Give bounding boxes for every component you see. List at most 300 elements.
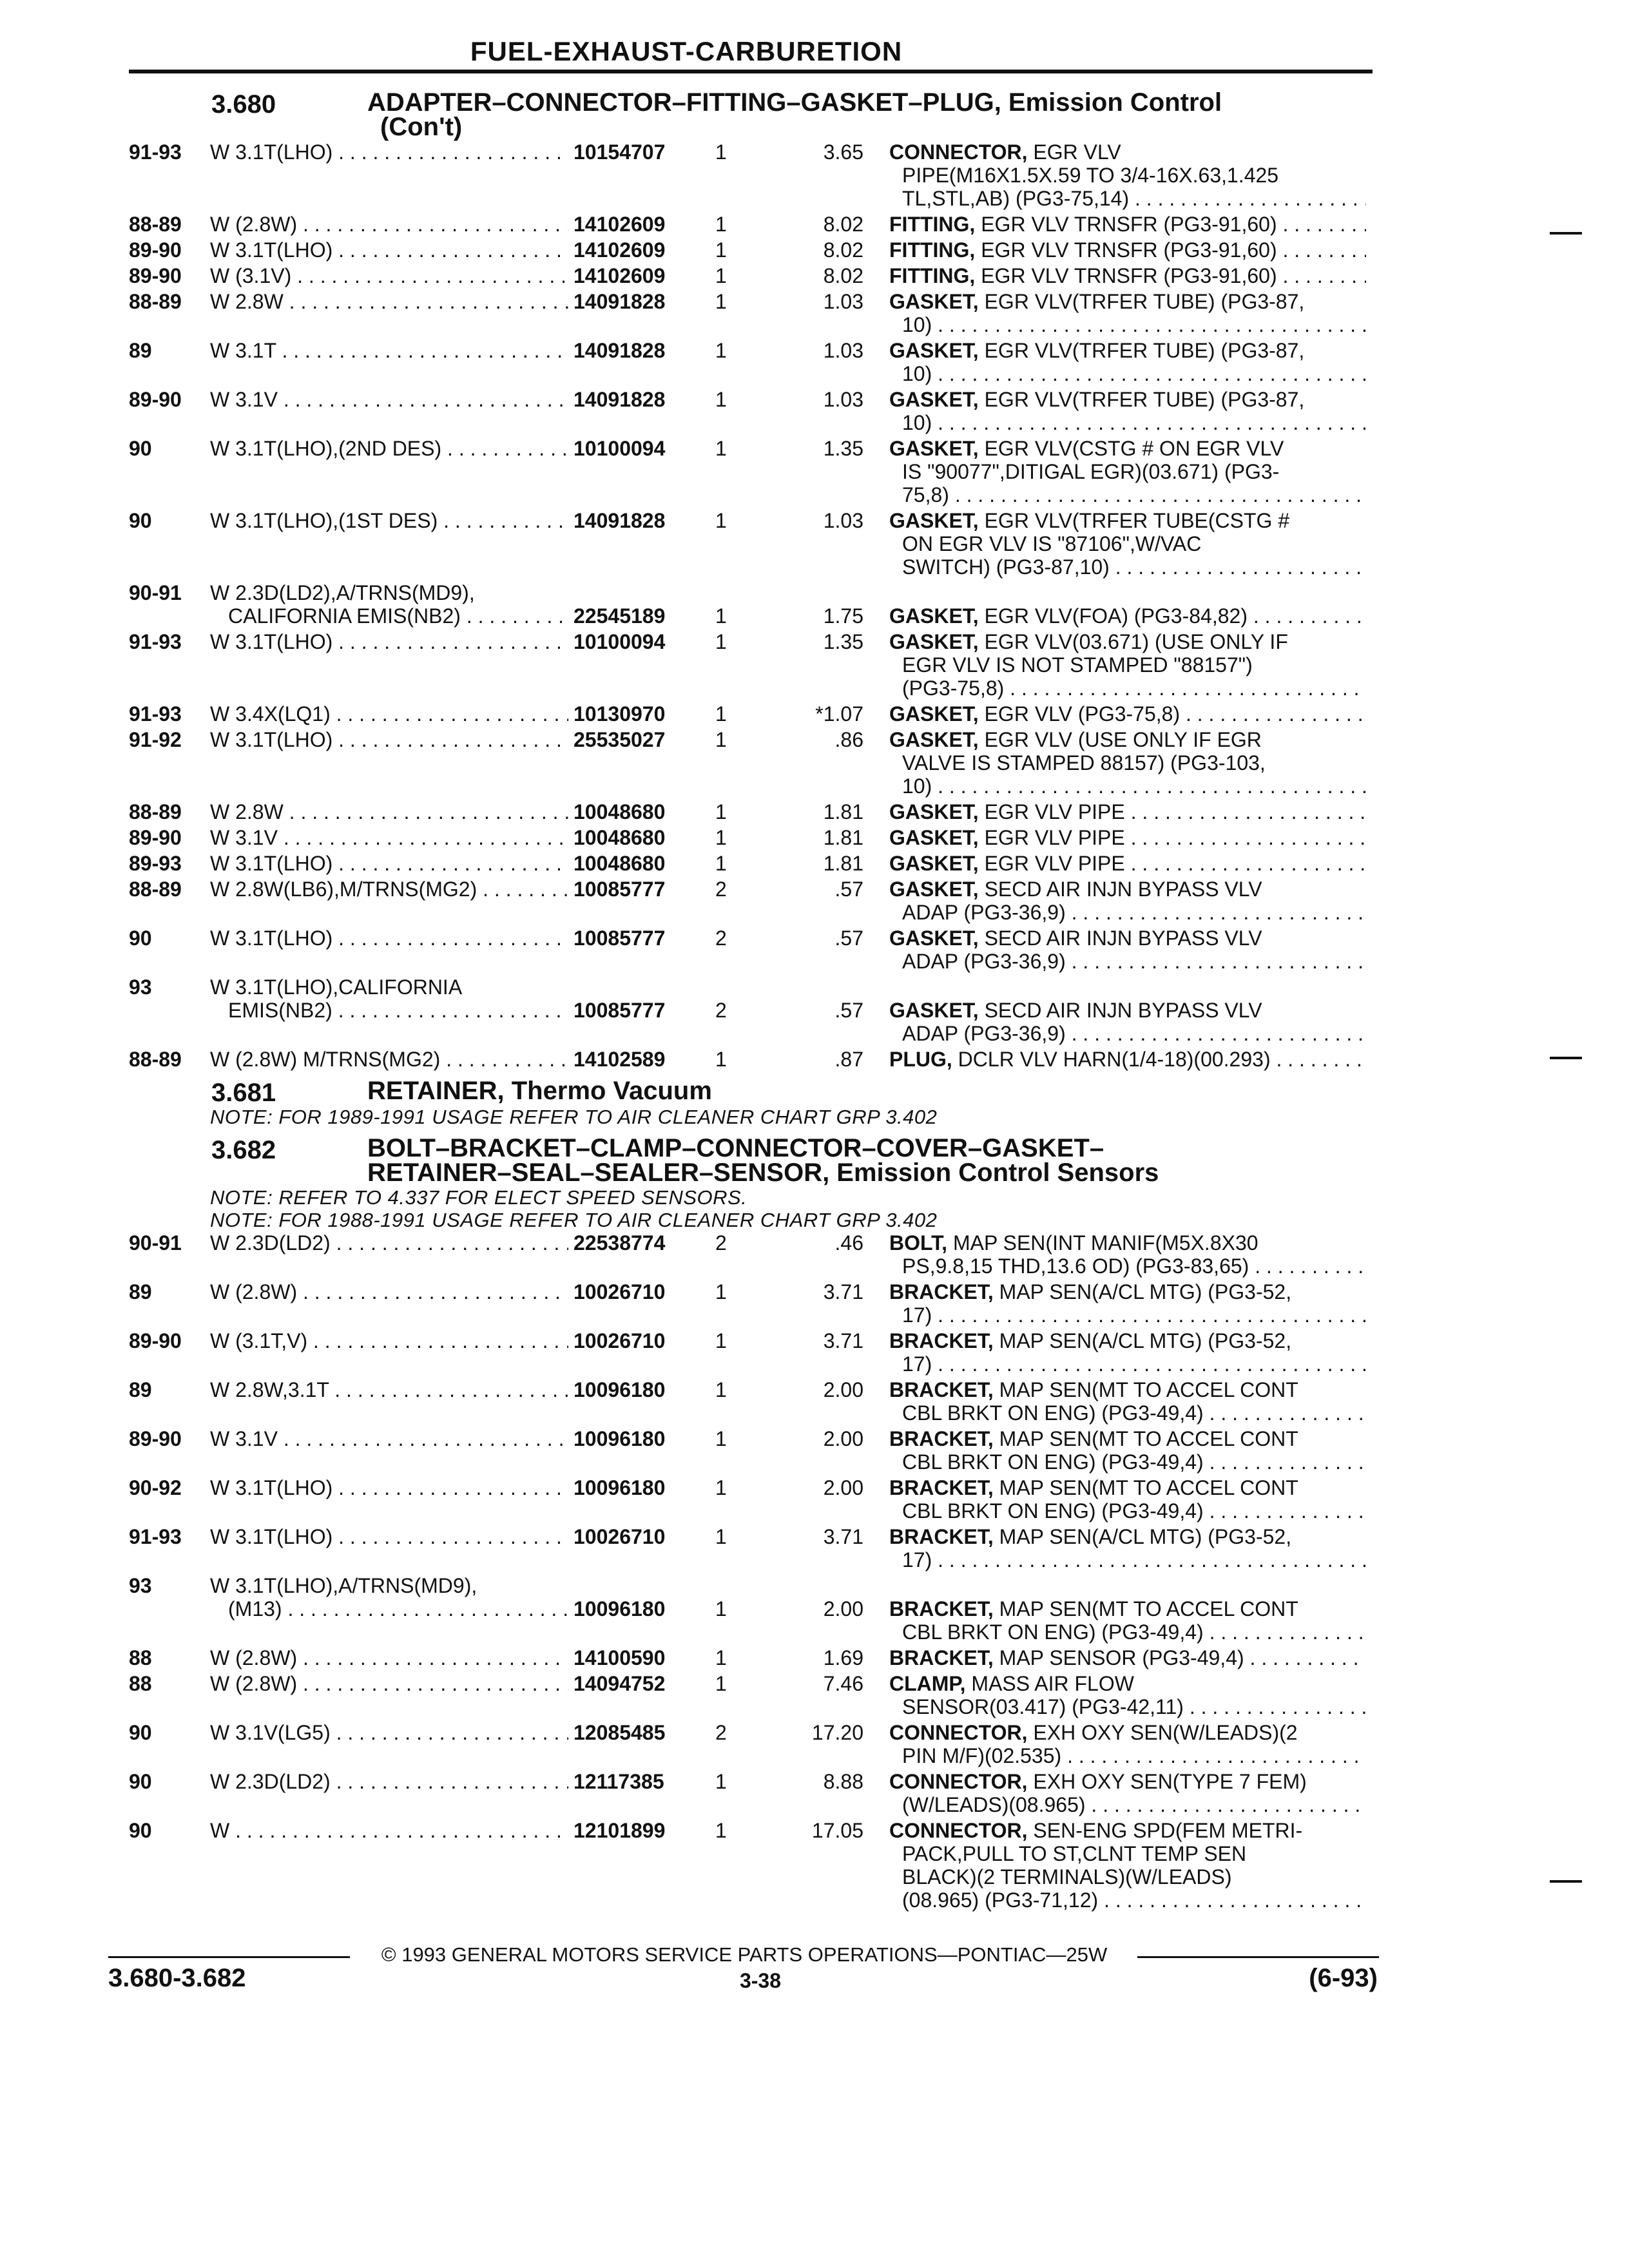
part-number: 14091828 (568, 290, 702, 313)
quantity: 1 (715, 604, 727, 628)
description-text: EGR VLV (USE ONLY IF EGR (978, 728, 1262, 751)
section-heading (116, 1132, 1373, 1186)
model-year: 88-89 (129, 213, 182, 236)
description (889, 800, 1366, 823)
description-text: VALVE IS STAMPED 88157) (PG3-103, (902, 751, 1266, 774)
model-year: 89-90 (129, 1427, 182, 1450)
part-number: 22538774 (568, 1231, 702, 1254)
description (889, 975, 1366, 1045)
catalog-section (116, 1132, 1373, 1912)
part-number: 12101899 (568, 1819, 702, 1842)
price: 8.02 (823, 213, 863, 236)
part-number: 14102609 (568, 264, 702, 287)
section-title (367, 1136, 1373, 1185)
description-text: 10) (902, 313, 932, 336)
price: 1.03 (823, 388, 863, 411)
description-text: SECD AIR INJN BYPASS VLV (978, 878, 1262, 901)
price: 8.88 (823, 1770, 863, 1793)
description-line (889, 728, 1366, 751)
model-year: 90 (129, 1721, 152, 1744)
description (889, 1378, 1366, 1425)
description-line (889, 411, 1366, 434)
description-text: EXH OXY SEN(W/LEADS)(2 (1027, 1721, 1298, 1744)
quantity: 1 (715, 1329, 727, 1352)
table-row (116, 213, 1373, 236)
part-number: 10085777 (568, 999, 702, 1022)
part-number: 10085777 (568, 927, 702, 950)
model-year: 88 (129, 1672, 152, 1695)
model-year: 90-91 (129, 1231, 182, 1254)
usage-line: W (2.8W) . . . (210, 1646, 674, 1669)
model-year: 89-90 (129, 1329, 182, 1352)
description-text: 17) (902, 1352, 932, 1376)
description-line (889, 1525, 1366, 1548)
description (889, 630, 1366, 700)
table-row (116, 1427, 1373, 1474)
part-number: 10096180 (568, 1427, 702, 1450)
usage-line: W 3.1T(LHO) . . . (210, 1476, 674, 1499)
table-row (116, 339, 1373, 385)
model-year: 90 (129, 1770, 152, 1793)
description-text: MAP SEN(INT MANIF(M5X.8X30 (947, 1231, 1258, 1254)
description (889, 388, 1366, 434)
description-text: 10) (902, 411, 932, 434)
description-text: (PG3-75,8) (902, 677, 1005, 700)
part-number: 14091828 (568, 509, 702, 532)
description-text: EGR VLV PIPE (978, 800, 1125, 823)
description-line (889, 339, 1366, 362)
description (889, 1574, 1366, 1644)
description-text: EGR VLV (PG3-75,8) (978, 702, 1181, 726)
part-name: FITTING, (889, 238, 976, 262)
part-number: 14102609 (568, 213, 702, 236)
description (889, 1721, 1366, 1767)
section-note: NOTE: REFER TO 4.337 FOR ELECT SPEED SENSORS. (210, 1186, 747, 1209)
part-name: GASKET, (889, 388, 979, 411)
description-text: EXH OXY SEN(TYPE 7 FEM) (1027, 1770, 1307, 1793)
description-line (889, 604, 1366, 628)
description-text: 75,8) (902, 483, 949, 506)
description-line (889, 1401, 1366, 1425)
usage-line: W 2.8W . . . (210, 290, 674, 313)
description-text: BLACK)(2 TERMINALS)(W/LEADS) (902, 1865, 1232, 1888)
description-text: ADAP (PG3-36,9) (902, 901, 1066, 924)
part-name: BRACKET, (889, 1280, 994, 1303)
table-row (116, 702, 1373, 726)
quantity: 1 (715, 509, 727, 532)
table-row (116, 509, 1373, 579)
description (889, 1476, 1366, 1523)
part-number: 10096180 (568, 1597, 702, 1620)
description-line (889, 290, 1366, 313)
usage-line: CALIFORNIA EMIS(NB2) . . . (210, 604, 674, 628)
description-line (889, 1329, 1366, 1352)
table-row (116, 1770, 1373, 1816)
model-year: 90-91 (129, 581, 182, 604)
description-line (889, 927, 1366, 950)
page-footer (0, 1938, 1629, 2003)
description-text: MAP SEN(MT TO ACCEL CONT (993, 1476, 1298, 1499)
description (889, 1048, 1366, 1071)
footer-rule-right (1137, 1956, 1379, 1958)
table-row (116, 238, 1373, 262)
description-line (889, 140, 1366, 164)
model-year: 90 (129, 927, 152, 950)
table-row (116, 826, 1373, 849)
quantity: 1 (715, 852, 727, 875)
price: 17.05 (811, 1819, 863, 1842)
description-text: PIPE(M16X1.5X.59 TO 3/4-16X.63,1.425 (902, 164, 1279, 187)
description-text: ADAP (PG3-36,9) (902, 950, 1066, 973)
description-text: EGR VLV PIPE (978, 826, 1125, 849)
table-row (116, 728, 1373, 798)
quantity: 1 (715, 702, 727, 726)
section-title-line: RETAINER–SEAL–SEALER–SENSOR, Emission Control Sensors (367, 1158, 1159, 1187)
part-name: FITTING, (889, 264, 976, 287)
part-name: GASKET, (889, 878, 979, 901)
quantity: 2 (715, 927, 727, 950)
description (889, 728, 1366, 798)
model-year: 91-92 (129, 728, 182, 751)
quantity: 1 (715, 238, 727, 262)
description-line (889, 1048, 1366, 1071)
quantity: 1 (715, 630, 727, 653)
part-name: BRACKET, (889, 1525, 994, 1548)
table-row (116, 1574, 1373, 1644)
quantity: 2 (715, 1231, 727, 1254)
model-year: 91-93 (129, 702, 182, 726)
quantity: 1 (715, 1597, 727, 1620)
table-row (116, 581, 1373, 628)
description-line (889, 702, 1366, 726)
description-line (889, 1695, 1366, 1718)
description-text: EGR VLV PIPE (978, 852, 1125, 875)
price: 1.75 (823, 604, 863, 628)
description-line (889, 187, 1366, 210)
quantity: 1 (715, 1672, 727, 1695)
description (889, 878, 1366, 924)
usage-line: W (2.8W) . . . (210, 213, 674, 236)
description-text: IS "90077",DITIGAL EGR)(03.671) (PG3- (902, 460, 1280, 483)
model-year: 91-93 (129, 1525, 182, 1548)
price: .57 (834, 878, 863, 901)
section-number: 3.682 (211, 1136, 276, 1164)
part-name: GASKET, (889, 852, 979, 875)
description-text: CBL BRKT ON ENG) (PG3-49,4) (902, 1499, 1204, 1523)
price: 1.81 (823, 800, 863, 823)
description-line (889, 1770, 1366, 1793)
quantity: 1 (715, 1770, 727, 1793)
part-number: 10154707 (568, 140, 702, 164)
description-text: PACK,PULL TO ST,CLNT TEMP SEN (902, 1842, 1247, 1865)
model-year: 91-93 (129, 630, 182, 653)
parts-table (116, 1231, 1373, 1912)
price: 3.65 (823, 140, 863, 164)
description-text: EGR VLV(TRFER TUBE) (PG3-87, (978, 290, 1305, 313)
usage-line: W (2.8W) . . . (210, 1672, 674, 1695)
description-line (889, 437, 1366, 460)
part-number: 10026710 (568, 1329, 702, 1352)
part-name: GASKET, (889, 702, 979, 726)
description-text: (08.965) (PG3-71,12) (902, 1888, 1099, 1912)
part-number: 10048680 (568, 826, 702, 849)
part-name: GASKET, (889, 826, 979, 849)
table-row (116, 1721, 1373, 1767)
price: 2.00 (823, 1427, 863, 1450)
part-number: 10096180 (568, 1476, 702, 1499)
description (889, 213, 1366, 236)
description-line (889, 1303, 1366, 1327)
table-row (116, 1819, 1373, 1912)
usage-line: W 3.4X(LQ1) . . . (210, 702, 674, 726)
description-text: MAP SEN(A/CL MTG) (PG3-52, (993, 1280, 1292, 1303)
table-row (116, 1525, 1373, 1571)
catalog-section (116, 1075, 1373, 1128)
part-name: CONNECTOR, (889, 1721, 1028, 1744)
usage-line: EMIS(NB2) . . . (210, 999, 674, 1022)
footer-date: (6-93) (1309, 1964, 1378, 1992)
description-line (889, 1646, 1366, 1669)
description-line (889, 1450, 1366, 1474)
price: 1.81 (823, 852, 863, 875)
description-text: PS,9.8,15 THD,13.6 OD) (PG3-83,65) (902, 1254, 1249, 1278)
part-name: CLAMP, (889, 1672, 966, 1695)
description-text: 10) (902, 774, 932, 798)
quantity: 1 (715, 339, 727, 362)
description-line (889, 1022, 1366, 1045)
description-line (889, 1793, 1366, 1816)
usage-line: W 3.1T(LHO) . . . (210, 1525, 674, 1548)
usage-line: W 3.1V . . . (210, 388, 674, 411)
description-text: MAP SEN(A/CL MTG) (PG3-52, (993, 1525, 1292, 1548)
description-text: SENSOR(03.417) (PG3-42,11) (902, 1695, 1184, 1718)
footer-copyright: © 1993 GENERAL MOTORS SERVICE PARTS OPERATIONS—PONTIAC—25W (381, 1943, 1108, 1966)
part-name: GASKET, (889, 800, 979, 823)
model-year: 89-90 (129, 388, 182, 411)
part-name: CONNECTOR, (889, 1770, 1028, 1793)
usage-line: W 3.1T(LHO),(2ND DES) . . . (210, 437, 674, 460)
table-row (116, 1476, 1373, 1523)
table-row (116, 852, 1373, 875)
price: 1.35 (823, 437, 863, 460)
part-name: GASKET, (889, 604, 979, 628)
description-line (889, 1280, 1366, 1303)
usage-line: W 3.1T(LHO),(1ST DES) . . . (210, 509, 674, 532)
usage-line: W . . . (210, 1819, 674, 1842)
margin-mark (1550, 232, 1582, 235)
model-year: 89-93 (129, 852, 182, 875)
description-line (889, 653, 1366, 677)
model-year: 89 (129, 1280, 152, 1303)
part-name: GASKET, (889, 339, 979, 362)
description-line (889, 264, 1366, 287)
description-text: MAP SEN(MT TO ACCEL CONT (993, 1378, 1298, 1401)
description-text: CBL BRKT ON ENG) (PG3-49,4) (902, 1620, 1204, 1644)
description-line (889, 1427, 1366, 1450)
quantity: 1 (715, 1646, 727, 1669)
part-number: 10100094 (568, 630, 702, 653)
table-row (116, 630, 1373, 700)
description-line (889, 213, 1366, 236)
description (889, 1280, 1366, 1327)
section-note: NOTE: FOR 1988-1991 USAGE REFER TO AIR CLEANER CHART GRP 3.402 (210, 1209, 938, 1231)
description-line (889, 1819, 1366, 1842)
part-number: 10048680 (568, 852, 702, 875)
part-number: 10130970 (568, 702, 702, 726)
description (889, 927, 1366, 973)
description-line (889, 774, 1366, 798)
description-line (889, 1865, 1366, 1888)
model-year: 93 (129, 975, 152, 999)
description-text: 17) (902, 1548, 932, 1571)
section-number: 3.681 (211, 1079, 276, 1107)
quantity: 1 (715, 290, 727, 313)
model-year: 88-89 (129, 290, 182, 313)
description-line (889, 751, 1366, 774)
description-line (889, 1597, 1366, 1620)
price: 1.35 (823, 630, 863, 653)
description (889, 1427, 1366, 1474)
quantity: 1 (715, 1819, 727, 1842)
description-text: EGR VLV(FOA) (PG3-84,82) (978, 604, 1248, 628)
model-year: 90 (129, 1819, 152, 1842)
page-header-title: FUEL-EXHAUST-CARBURETION (470, 36, 903, 66)
description (889, 1819, 1366, 1912)
part-number: 22545189 (568, 604, 702, 628)
description-text: SECD AIR INJN BYPASS VLV (978, 927, 1262, 950)
description (889, 1231, 1366, 1278)
table-row (116, 388, 1373, 434)
description-text: 10) (902, 362, 932, 385)
usage-line: W 2.3D(LD2),A/TRNS(MD9), (210, 581, 475, 604)
description-text: ON EGR VLV IS "87106",W/VAC (902, 532, 1202, 555)
part-number: 10048680 (568, 800, 702, 823)
part-name: BOLT, (889, 1231, 948, 1254)
section-heading (116, 1075, 1373, 1106)
usage-line: W (3.1T,V) . . . (210, 1329, 674, 1352)
description-text: EGR VLV IS NOT STAMPED "88157") (902, 653, 1253, 677)
description-text: EGR VLV TRNSFR (PG3-91,60) (975, 213, 1277, 236)
description-line (889, 313, 1366, 336)
description-text: EGR VLV(TRFER TUBE) (PG3-87, (978, 339, 1305, 362)
quantity: 1 (715, 388, 727, 411)
description-line (889, 483, 1366, 506)
description (889, 290, 1366, 336)
part-number: 10096180 (568, 1378, 702, 1401)
quantity: 2 (715, 878, 727, 901)
table-row (116, 1329, 1373, 1376)
usage-line: W 3.1T . . . (210, 339, 674, 362)
model-year: 89 (129, 1378, 152, 1401)
description-line (889, 878, 1366, 901)
description-text: MAP SEN(MT TO ACCEL CONT (993, 1597, 1298, 1620)
description-text: EGR VLV(CSTG # ON EGR VLV (978, 437, 1284, 460)
price: .87 (834, 1048, 863, 1071)
section-title-line: (Con't) (380, 113, 463, 141)
description-line (889, 1888, 1366, 1912)
description-text: CBL BRKT ON ENG) (PG3-49,4) (902, 1401, 1204, 1425)
part-name: GASKET, (889, 999, 979, 1022)
description-line (889, 1842, 1366, 1865)
part-number: 10100094 (568, 437, 702, 460)
description-text: DCLR VLV HARN(1/4-18)(00.293) (952, 1048, 1271, 1071)
description-line (889, 532, 1366, 555)
quantity: 1 (715, 728, 727, 751)
description-line (889, 1231, 1366, 1254)
part-name: BRACKET, (889, 1427, 994, 1450)
table-row (116, 927, 1373, 973)
description-text: EGR VLV TRNSFR (PG3-91,60) (975, 238, 1277, 262)
description (889, 702, 1366, 726)
quantity: 1 (715, 1427, 727, 1450)
usage-line: W 2.3D(LD2) . . . (210, 1770, 674, 1793)
quantity: 1 (715, 140, 727, 164)
description-line (889, 1476, 1366, 1499)
price: .57 (834, 999, 863, 1022)
price: 1.03 (823, 509, 863, 532)
part-number: 12117385 (568, 1770, 702, 1793)
section-note: NOTE: FOR 1989-1991 USAGE REFER TO AIR CLEANER CHART GRP 3.402 (210, 1106, 938, 1128)
price: 2.00 (823, 1476, 863, 1499)
quantity: 1 (715, 800, 727, 823)
price: 3.71 (823, 1525, 863, 1548)
price: 17.20 (811, 1721, 863, 1744)
price: 1.03 (823, 290, 863, 313)
price: .46 (834, 1231, 863, 1254)
usage-line: W (3.1V) . . . (210, 264, 674, 287)
part-number: 10026710 (568, 1525, 702, 1548)
price: .86 (834, 728, 863, 751)
quantity: 1 (715, 1525, 727, 1548)
model-year: 89-90 (129, 264, 182, 287)
usage-line: W 2.8W(LB6),M/TRNS(MG2) . . . (210, 878, 674, 901)
description-line (889, 1254, 1366, 1278)
price: *1.07 (815, 702, 863, 726)
price: 1.81 (823, 826, 863, 849)
section-title-line: BOLT–BRACKET–CLAMP–CONNECTOR–COVER–GASKET– (367, 1134, 1104, 1162)
description-line (889, 1499, 1366, 1523)
description-text: EGR VLV(TRFER TUBE(CSTG # (978, 509, 1290, 532)
quantity: 1 (715, 264, 727, 287)
description (889, 1646, 1366, 1669)
description-line (889, 460, 1366, 483)
description-text: SWITCH) (PG3-87,10) (902, 555, 1110, 579)
description-line (889, 999, 1366, 1022)
description-text: SEN-ENG SPD(FEM METRI- (1027, 1819, 1303, 1842)
description-text: EGR VLV(TRFER TUBE) (PG3-87, (978, 388, 1305, 411)
description (889, 264, 1366, 287)
price: 8.02 (823, 264, 863, 287)
price: 2.00 (823, 1378, 863, 1401)
part-name: BRACKET, (889, 1329, 994, 1352)
usage-line: W 3.1T(LHO) . . . (210, 238, 674, 262)
description-line (889, 238, 1366, 262)
description (889, 1329, 1366, 1376)
description-line (889, 826, 1366, 849)
table-row (116, 1672, 1373, 1718)
price: 8.02 (823, 238, 863, 262)
part-number: 10026710 (568, 1280, 702, 1303)
description (889, 238, 1366, 262)
description-line (889, 901, 1366, 924)
description (889, 581, 1366, 628)
quantity: 1 (715, 1048, 727, 1071)
section-number: 3.680 (211, 90, 276, 119)
part-number: 14091828 (568, 339, 702, 362)
price: 3.71 (823, 1329, 863, 1352)
part-name: FITTING, (889, 213, 976, 236)
section-title (367, 1079, 1373, 1103)
